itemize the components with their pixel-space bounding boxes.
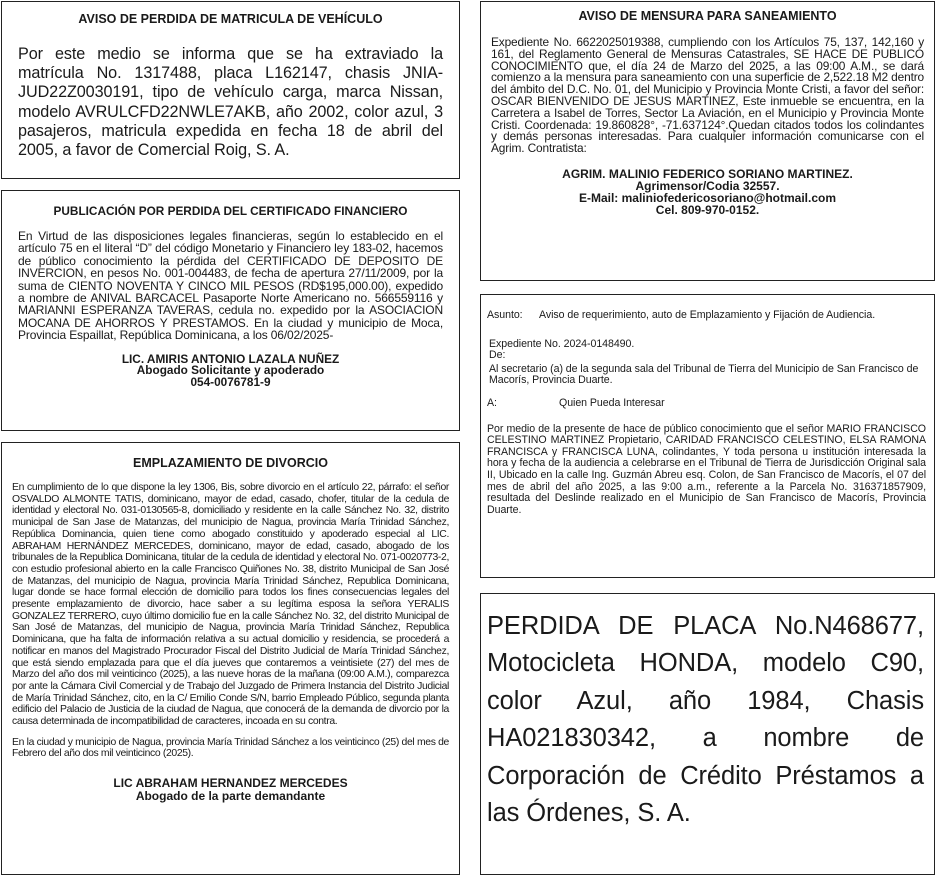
notice-body: PERDIDA DE PLACA No.N468677, Motocicleta HONDA, modelo C90, color Azul, año 1984, Chasis HA021830342, a nombre de Corporación de Crédito Préstamos a las Órdenes, S. A. xyxy=(487,612,924,828)
notice-body: En Virtud de las disposiciones legales financieras, según lo establecido en el artículo 75 en el literal “D” del código Monetario y Financiero ley 183-02, hacemos de público conocimiento la pérdida del CERTIFICADO DE DEPOSITO DE INVERCION, en pesos No. 001-004483, de fecha de apertura 27/11/2009, por la suma de CIENTO NOVENTA Y CINCO MIL PESOS (RD$195,000.00), expedido a nombre de ANIVAL BARCACEL Pasaporte Norte Americano no. 566559116 y MARIANNI ESPERANZA TAVERAS, cedula no. expedido por la ASOCIACION MOCANA DE AHORROS Y PRESTAMOS. En la ciudad y municipio de Moca, Provincia Espaillat, República Dominicana, a los 06/02/2025- xyxy=(18,229,443,343)
notice-title: EMPLAZAMIENTO DE DIVORCIO xyxy=(133,456,328,470)
signature-license: Agrimensor/Codia 32557. xyxy=(635,178,780,193)
signature-role: Abogado de la parte demandante xyxy=(135,788,326,803)
divorce-summons-notice xyxy=(1,442,460,875)
subject-row xyxy=(487,310,926,322)
recipient-secretary: Al secretario (a) de la segunda sala del Tribunal de Tierra del Municipio de San Francisco de Macorís, Provincia Duarte. xyxy=(489,362,919,387)
signature-block xyxy=(18,351,443,390)
notice-title: AVISO DE MENSURA PARA SANEAMIENTO xyxy=(578,9,837,23)
notice-body: En cumplimiento de lo que dispone la ley 1306, Bis, sobre divorcio en el artículo 22, párrafo: el señor OSVALDO ALMONTE TATIS, dominicano, mayor de edad, casado, chofer, titular de la cedula de identidad y electoral No. 031-0130565-8, domiciliado y residente en la calle Sánchez No. 32, distrito municipal de San Jase de Matanzas, del municipio de Nagua, provincia María Trinidad Sánchez, República Dominancia, quien tiene como abogado constituido y apoderado especial al LIC. ABRAHAM HERNÁNDEZ MERCEDES, dominicano, mayor de edad, casado, abogado de los tribunales de la Republica Dominicana, titular de la cedula de identidad y electoral No. 071-0020773-2, con estudio profesional abierto en la calle Francisco Quiñones No. 38, distrito Municipal de San José de Matanzas, del municipio de Nagua, provincia María Trinidad Sánchez, Republica Dominicana, lugar donde se hace formal elección de domicilio para todos los fines consecuencias legales del presente emplazamiento de divorcio, hace saber a su legítima esposa la señora YERALIS GONZALEZ TERRERO, cuyo último domicilio fue en la calle Sánchez No. 32, del distrito Municipal de San José de Matanzas, del municipio de Nagua, provincia María Trinidad Sánchez, Republica Dominicana, que ha falta de información relativa a su actual domicilio y residencia, se procederá a notificar en manos del Magistrado Procurador Fiscal del Distrito Judicial de María Trinidad Sánchez, que está siendo emplazada para que el día jueves que contaremos a veintisiete (27) del mes de Marzo del año dos mil veinticinco (2025), a las nueve horas de la mañana (09:00 A.M.), comparezca por ante la Cámara Civil Comercial y de Trabajo del Juzgado de Primera Instancia del Distrito Judicial de María Trinidad Sánchez, cito, en la C/ Emilio Conde S/N, barrio Empleado Público, segunda planta edificio del Palacio de Justicia de la ciudad de Nagua, que conocerá de la demanda de divorcio por la causa determinada de incompatibilidad de caracteres, incoada en su contra. xyxy=(12,482,449,728)
signature-role: Abogado Solicitante y apoderado xyxy=(136,363,325,378)
subject-label: Asunto: xyxy=(487,309,523,321)
financial-certificate-loss-notice xyxy=(1,190,460,431)
to-row xyxy=(487,398,926,410)
notice-body: Por este medio se informa que se ha extraviado la matrícula No. 1317488, placa L162147, chasis JNIA-JUD22Z0030191, tipo de vehículo carga, marca Nissan, modelo AVRULCFD22NWLE7AKB, año 2002, color azul, 3 pasajeros, matricula expedida en fecha 18 de abril del 2005, a favor de Comercial Roig, S. A. xyxy=(18,45,443,160)
signature-block xyxy=(12,777,449,802)
from-label: De: xyxy=(489,349,506,362)
signature-phone: Cel. 809-970-0152. xyxy=(655,202,760,217)
signature-id: 054-0076781-9 xyxy=(190,375,271,390)
notice-closing: En la ciudad y municipio de Nagua, provincia María Trinidad Sánchez a los veinticinco (25) del mes de Febrero del año dos mil veinticinco (2025). xyxy=(12,736,449,760)
case-number: Expediente No. 2024-0148490. xyxy=(489,337,635,350)
notice-title: AVISO DE PERDIDA DE MATRICULA DE VEHÍCULO xyxy=(78,12,383,26)
signature-name: AGRIM. MALINIO FEDERICO SORIANO MARTINEZ. xyxy=(562,166,853,181)
plate-loss-notice xyxy=(480,593,935,875)
to-label: A: xyxy=(487,396,497,409)
survey-notice xyxy=(480,1,935,281)
subject-text: Aviso de requerimiento, auto de Emplazamiento y Fijación de Audiencia. xyxy=(539,309,876,321)
signature-email: E-Mail: maliniofedericosoriano@hotmail.com xyxy=(578,190,837,205)
notice-body: Por medio de la presente de hace de público conocimiento que el señor MARIO FRANCISCO CELESTINO MARTINEZ Propietario, CARIDAD FRANCISCO CELESTINO, ELSA RAMONA FRANCISCA y FRANCISCA LUNA, colindantes, Y toda persona u institución interesada la hora y fecha de la audiencia a celebrarse en el Tribunal de Tierra de Jurisdicción Original sala II, Ubicado en la calle Ing. Guzmán Abreu esq. Colon, de San Francisco de Macorís, el 07 del mes de abril del año 2025, a las 9:00 a.m., referente a la Parcela No. 316371857909, resultada del Deslinde realizado en el Municipio de San Francisco de Macorís, Provincia Duarte. xyxy=(487,422,926,516)
court-summons-notice xyxy=(480,294,935,578)
signature-name: LIC ABRAHAM HERNANDEZ MERCEDES xyxy=(113,776,348,791)
signature-block xyxy=(491,168,924,216)
notice-body: Expediente No. 6622025019388, cumpliendo con los Artículos 75, 137, 142,160 y 161, del Reglamento General de Mensuras Catastrales, SE HACE DE PUBLICO CONOCIMIENTO que, el día 24 de Marzo del 2025, a las 09:00 A.M., se dará comienzo a la mensura para saneamiento con una superficie de 2,522.18 M2 dentro del ámbito del D.C. No. 01, del Municipio y Provincia Monte Cristi, a favor del señor: OSCAR BIENVENIDO DE JESUS MARTINEZ, Este inmueble se encuentra, en la Carretera a Isabel de Torres, Sector La Aviación, en el Municipio y Provincia Monte Cristi. Coordenada: 19.860828°, -71.637124°.Quedan citados todos los colindantes y demás personas interesadas. Para cualquier información comunicarse con el Agrim. Contratista: xyxy=(491,35,924,156)
signature-name: LIC. AMIRIS ANTONIO LAZALA NUÑEZ xyxy=(121,351,340,366)
notice-title: PUBLICACIÓN POR PERDIDA DEL CERTIFICADO FINANCIERO xyxy=(53,204,408,218)
to-text: Quien Pueda Interesar xyxy=(559,396,665,409)
vehicle-registration-loss-notice xyxy=(1,1,460,179)
